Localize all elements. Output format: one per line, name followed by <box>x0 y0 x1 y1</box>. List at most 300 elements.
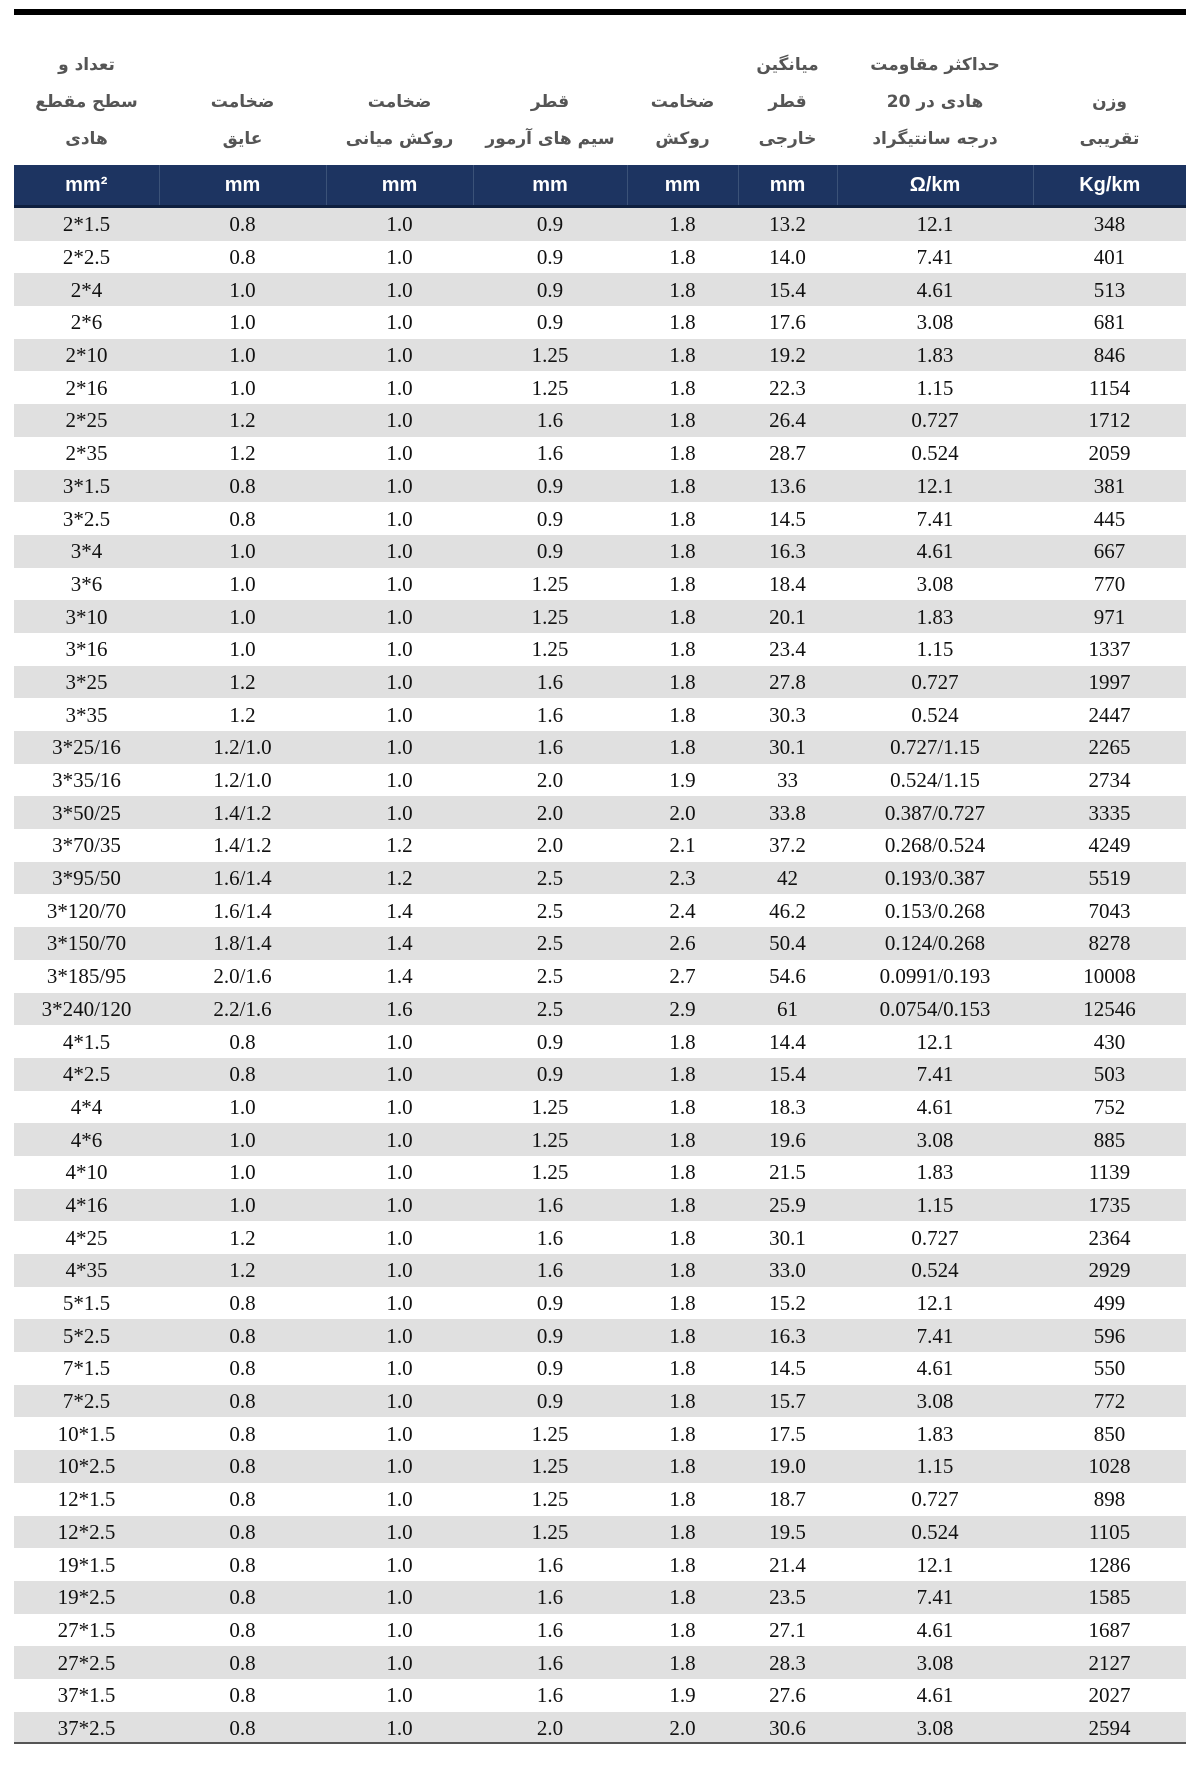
table-cell: 1.8 <box>627 371 738 404</box>
table-cell: 0.193/0.387 <box>837 862 1033 895</box>
table-cell: 0.9 <box>473 241 627 274</box>
table-cell: 1.8 <box>627 698 738 731</box>
table-cell: 0.8 <box>159 502 326 535</box>
table-cell: 1.0 <box>326 1091 473 1124</box>
table-cell: 1735 <box>1033 1189 1186 1222</box>
table-row <box>14 1385 1186 1418</box>
table-cell: 7043 <box>1033 894 1186 927</box>
table-cell: 7.41 <box>837 1058 1033 1091</box>
table-cell: 13.2 <box>738 207 837 241</box>
table-cell: 3*25/16 <box>14 731 159 764</box>
table-cell: 1.0 <box>326 306 473 339</box>
column-header-line3: تقریبی <box>1079 129 1140 149</box>
table-cell: 2447 <box>1033 698 1186 731</box>
table-cell: 1.0 <box>159 339 326 372</box>
column-header-line2: قطر <box>768 92 807 112</box>
table-cell: 2.5 <box>473 862 627 895</box>
table-cell: 2.0 <box>473 829 627 862</box>
table-cell: 54.6 <box>738 960 837 993</box>
table-cell: 1.83 <box>837 600 1033 633</box>
table-cell: 7*2.5 <box>14 1385 159 1418</box>
table-cell: 28.7 <box>738 437 837 470</box>
column-header-line1: میانگین <box>756 55 819 75</box>
table-cell: 0.8 <box>159 1450 326 1483</box>
table-cell: 1.8 <box>627 1319 738 1352</box>
table-cell: 18.7 <box>738 1483 837 1516</box>
table-cell: 3*2.5 <box>14 502 159 535</box>
table-cell: 4*2.5 <box>14 1058 159 1091</box>
column-header-line2: هادی در 20 <box>886 92 984 112</box>
unit-label: mm <box>326 165 473 207</box>
table-cell: 1.8 <box>627 1156 738 1189</box>
table-cell: 1.8 <box>627 568 738 601</box>
table-cell: 1.0 <box>159 535 326 568</box>
table-cell: 1.0 <box>326 1483 473 1516</box>
table-cell: 2.0 <box>627 1712 738 1745</box>
table-cell: 4249 <box>1033 829 1186 862</box>
table-row <box>14 698 1186 731</box>
table-cell: 1.0 <box>326 470 473 503</box>
table-cell: 0.8 <box>159 1385 326 1418</box>
table-cell: 30.6 <box>738 1712 837 1745</box>
table-cell: 1.6/1.4 <box>159 894 326 927</box>
table-cell: 1139 <box>1033 1156 1186 1189</box>
table-cell: 1.6 <box>473 404 627 437</box>
table-cell: 2.5 <box>473 894 627 927</box>
table-cell: 1.8 <box>627 1091 738 1124</box>
table-cell: 1.8 <box>627 1287 738 1320</box>
table-cell: 17.6 <box>738 306 837 339</box>
table-cell: 0.524 <box>837 1516 1033 1549</box>
table-row <box>14 1679 1186 1712</box>
table-row <box>14 1025 1186 1058</box>
table-cell: 3*120/70 <box>14 894 159 927</box>
table-cell: 3*1.5 <box>14 470 159 503</box>
table-cell: 1.15 <box>837 371 1033 404</box>
table-cell: 0.524 <box>837 1254 1033 1287</box>
table-cell: 0.524 <box>837 698 1033 731</box>
table-cell: 3*35/16 <box>14 764 159 797</box>
column-header-line2: ضخامت <box>210 92 275 112</box>
table-cell: 4*4 <box>14 1091 159 1124</box>
table-cell: 1.0 <box>326 633 473 666</box>
table-cell: 1.0 <box>326 731 473 764</box>
table-cell: 2.0 <box>473 796 627 829</box>
table-cell: 0.9 <box>473 273 627 306</box>
table-row <box>14 894 1186 927</box>
bottom-rule <box>14 1742 1186 1744</box>
table-cell: 0.9 <box>473 470 627 503</box>
table-cell: 1337 <box>1033 633 1186 666</box>
table-cell: 1.0 <box>326 1189 473 1222</box>
table-row <box>14 1483 1186 1516</box>
table-cell: 50.4 <box>738 927 837 960</box>
table-cell: 971 <box>1033 600 1186 633</box>
table-cell: 23.4 <box>738 633 837 666</box>
table-cell: 27*1.5 <box>14 1614 159 1647</box>
table-cell: 772 <box>1033 1385 1186 1418</box>
table-cell: 1.25 <box>473 1156 627 1189</box>
table-cell: 1.0 <box>159 1123 326 1156</box>
table-row <box>14 1091 1186 1124</box>
table-row <box>14 1189 1186 1222</box>
table-cell: 2.5 <box>473 993 627 1026</box>
table-cell: 25.9 <box>738 1189 837 1222</box>
column-headers <box>14 40 1186 165</box>
column-header <box>473 40 627 165</box>
table-cell: 0.524/1.15 <box>837 764 1033 797</box>
table-row <box>14 568 1186 601</box>
table-cell: 1.8 <box>627 339 738 372</box>
column-header <box>837 40 1033 165</box>
table-cell: 0.8 <box>159 1483 326 1516</box>
table-cell: 2.0 <box>627 796 738 829</box>
column-header <box>159 40 326 165</box>
table-cell: 1.4 <box>326 927 473 960</box>
table-cell: 0.524 <box>837 437 1033 470</box>
table-cell: 27.6 <box>738 1679 837 1712</box>
table-row <box>14 1319 1186 1352</box>
table-cell: 1.6 <box>473 1581 627 1614</box>
column-header-line2: سطح مقطع <box>35 92 138 112</box>
table-cell: 1.0 <box>326 404 473 437</box>
table-row <box>14 1614 1186 1647</box>
table-cell: 1.8 <box>627 404 738 437</box>
table-cell: 30.1 <box>738 731 837 764</box>
table-cell: 1.0 <box>326 371 473 404</box>
table-cell: 1.8 <box>627 1450 738 1483</box>
table-cell: 42 <box>738 862 837 895</box>
table-cell: 0.9 <box>473 1287 627 1320</box>
table-cell: 1.0 <box>159 1091 326 1124</box>
table-cell: 1.8 <box>627 731 738 764</box>
table-row <box>14 470 1186 503</box>
table-cell: 19.5 <box>738 1516 837 1549</box>
unit-label: mm <box>627 165 738 207</box>
table-cell: 1286 <box>1033 1548 1186 1581</box>
table-cell: 1.0 <box>326 1646 473 1679</box>
table-row <box>14 1516 1186 1549</box>
table-cell: 1.8 <box>627 502 738 535</box>
column-header-line1: حداکثر مقاومت <box>870 55 1000 75</box>
table-cell: 46.2 <box>738 894 837 927</box>
table-cell: 1.8 <box>627 1025 738 1058</box>
table-cell: 1.9 <box>627 1679 738 1712</box>
table-row <box>14 1058 1186 1091</box>
table-cell: 5*2.5 <box>14 1319 159 1352</box>
table-cell: 27.8 <box>738 666 837 699</box>
table-cell: 1.8 <box>627 1189 738 1222</box>
table-cell: 1.0 <box>159 568 326 601</box>
table-cell: 1.8 <box>627 1516 738 1549</box>
table-cell: 12546 <box>1033 993 1186 1026</box>
table-cell: 3.08 <box>837 568 1033 601</box>
table-cell: 17.5 <box>738 1417 837 1450</box>
table-cell: 2594 <box>1033 1712 1186 1745</box>
table-cell: 1.0 <box>159 1189 326 1222</box>
table-cell: 2265 <box>1033 731 1186 764</box>
table-cell: 0.727 <box>837 1221 1033 1254</box>
table-cell: 12.1 <box>837 1548 1033 1581</box>
table-cell: 0.8 <box>159 1287 326 1320</box>
table-row <box>14 796 1186 829</box>
table-row <box>14 404 1186 437</box>
table-cell: 503 <box>1033 1058 1186 1091</box>
table-cell: 4*25 <box>14 1221 159 1254</box>
table-cell: 2059 <box>1033 437 1186 470</box>
table-cell: 1.8 <box>627 1385 738 1418</box>
table-cell: 1.0 <box>326 698 473 731</box>
unit-label: mm <box>473 165 627 207</box>
table-cell: 3*6 <box>14 568 159 601</box>
table-cell: 1.0 <box>159 600 326 633</box>
table-cell: 3.08 <box>837 306 1033 339</box>
table-cell: 19.6 <box>738 1123 837 1156</box>
column-header-line1: تعداد و <box>58 55 115 75</box>
table-cell: 667 <box>1033 535 1186 568</box>
table-cell: 0.8 <box>159 1614 326 1647</box>
table-row <box>14 666 1186 699</box>
table-cell: 2.1 <box>627 829 738 862</box>
table-cell: 1.2 <box>326 862 473 895</box>
table-cell: 4.61 <box>837 1352 1033 1385</box>
table-row <box>14 829 1186 862</box>
table-cell: 1712 <box>1033 404 1186 437</box>
table-cell: 1.8 <box>627 273 738 306</box>
column-header-line3: عایق <box>222 129 263 149</box>
table-cell: 0.0991/0.193 <box>837 960 1033 993</box>
column-header-line2: وزن <box>1092 92 1127 112</box>
table-cell: 752 <box>1033 1091 1186 1124</box>
table-cell: 1.0 <box>326 1385 473 1418</box>
table-cell: 10*1.5 <box>14 1417 159 1450</box>
table-cell: 19*1.5 <box>14 1548 159 1581</box>
table-cell: 0.153/0.268 <box>837 894 1033 927</box>
table-cell: 4.61 <box>837 535 1033 568</box>
table-row <box>14 960 1186 993</box>
table-cell: 14.5 <box>738 1352 837 1385</box>
table-cell: 1.2 <box>159 698 326 731</box>
column-header-line2: قطر <box>530 92 570 112</box>
table-cell: 20.1 <box>738 600 837 633</box>
table-row <box>14 862 1186 895</box>
table-cell: 1.0 <box>159 1156 326 1189</box>
table-cell: 1585 <box>1033 1581 1186 1614</box>
table-cell: 3.08 <box>837 1123 1033 1156</box>
table-cell: 14.5 <box>738 502 837 535</box>
table-row <box>14 764 1186 797</box>
column-header <box>1033 40 1186 165</box>
unit-label: mm² <box>14 165 159 207</box>
table-cell: 1.8 <box>627 1254 738 1287</box>
table-cell: 1.0 <box>326 1614 473 1647</box>
table-cell: 0.8 <box>159 1058 326 1091</box>
table-cell: 3*185/95 <box>14 960 159 993</box>
table-cell: 7.41 <box>837 502 1033 535</box>
table-cell: 0.8 <box>159 207 326 241</box>
table-row <box>14 339 1186 372</box>
table-cell: 3*240/120 <box>14 993 159 1026</box>
table-cell: 1.0 <box>326 502 473 535</box>
table-cell: 1.6 <box>473 1548 627 1581</box>
column-header-line3: روکش <box>655 129 710 149</box>
table-cell: 1.8 <box>627 600 738 633</box>
table-cell: 0.0754/0.153 <box>837 993 1033 1026</box>
table-cell: 898 <box>1033 1483 1186 1516</box>
table-row <box>14 731 1186 764</box>
table-cell: 3.08 <box>837 1385 1033 1418</box>
table-cell: 2.4 <box>627 894 738 927</box>
table-cell: 1.8 <box>627 470 738 503</box>
table-cell: 1.0 <box>326 1712 473 1745</box>
table-cell: 15.7 <box>738 1385 837 1418</box>
table-cell: 0.9 <box>473 535 627 568</box>
table-cell: 1.0 <box>326 666 473 699</box>
column-header-line2: ضخامت <box>650 92 715 112</box>
table-cell: 4.61 <box>837 1091 1033 1124</box>
table-row <box>14 1646 1186 1679</box>
table-cell: 1.9 <box>627 764 738 797</box>
table-cell: 0.9 <box>473 1385 627 1418</box>
table-cell: 27.1 <box>738 1614 837 1647</box>
column-header <box>738 40 837 165</box>
table-cell: 1.6 <box>473 1679 627 1712</box>
table-cell: 1.6 <box>473 1646 627 1679</box>
table-cell: 1.6 <box>473 1614 627 1647</box>
table-row <box>14 1123 1186 1156</box>
table-cell: 1.8 <box>627 1548 738 1581</box>
table-cell: 0.727 <box>837 666 1033 699</box>
table-cell: 1.25 <box>473 600 627 633</box>
table-cell: 1.25 <box>473 339 627 372</box>
table-cell: 1.8 <box>627 241 738 274</box>
column-header-line3: درجه سانتیگراد <box>872 129 998 149</box>
table-cell: 1997 <box>1033 666 1186 699</box>
table-cell: 3*50/25 <box>14 796 159 829</box>
table-cell: 2.0 <box>473 1712 627 1745</box>
column-header-line3: روکش میانی <box>345 129 454 149</box>
table-cell: 1.6 <box>473 1221 627 1254</box>
table-cell: 1.4 <box>326 960 473 993</box>
table-cell: 2*4 <box>14 273 159 306</box>
table-cell: 1.8 <box>627 1221 738 1254</box>
table-cell: 0.387/0.727 <box>837 796 1033 829</box>
table-cell: 15.4 <box>738 1058 837 1091</box>
table-cell: 1.2/1.0 <box>159 731 326 764</box>
table-cell: 37*2.5 <box>14 1712 159 1745</box>
table-cell: 2*2.5 <box>14 241 159 274</box>
table-cell: 1.0 <box>326 764 473 797</box>
table-cell: 30.3 <box>738 698 837 731</box>
table-cell: 12.1 <box>837 1287 1033 1320</box>
table-cell: 1.25 <box>473 1091 627 1124</box>
unit-label: Ω/km <box>837 165 1033 207</box>
table-cell: 10*2.5 <box>14 1450 159 1483</box>
table-row <box>14 241 1186 274</box>
table-cell: 1.6 <box>473 1189 627 1222</box>
table-cell: 1.0 <box>159 633 326 666</box>
column-header-line1 <box>326 47 473 84</box>
unit-label: Kg/km <box>1033 165 1186 207</box>
table-cell: 15.4 <box>738 273 837 306</box>
table-cell: 1.0 <box>326 1025 473 1058</box>
table-cell: 0.8 <box>159 1712 326 1745</box>
table-cell: 1.8 <box>627 1483 738 1516</box>
table-cell: 4*10 <box>14 1156 159 1189</box>
table-cell: 7*1.5 <box>14 1352 159 1385</box>
table-cell: 0.8 <box>159 1417 326 1450</box>
table-cell: 1.83 <box>837 1156 1033 1189</box>
top-rule <box>14 9 1186 15</box>
table-cell: 30.1 <box>738 1221 837 1254</box>
table-cell: 1.0 <box>326 1548 473 1581</box>
table-cell: 1.0 <box>326 437 473 470</box>
table-row <box>14 273 1186 306</box>
table-cell: 513 <box>1033 273 1186 306</box>
table-cell: 1.25 <box>473 1483 627 1516</box>
table-cell: 1.8 <box>627 306 738 339</box>
table-row <box>14 306 1186 339</box>
table-cell: 0.8 <box>159 1581 326 1614</box>
column-header-line1 <box>627 47 738 84</box>
table-cell: 1.2 <box>159 1221 326 1254</box>
table-cell: 1.4/1.2 <box>159 796 326 829</box>
table-cell: 0.9 <box>473 1058 627 1091</box>
table-cell: 1.0 <box>326 241 473 274</box>
table-cell: 19*2.5 <box>14 1581 159 1614</box>
table-cell: 3*70/35 <box>14 829 159 862</box>
table-cell: 1.8 <box>627 1058 738 1091</box>
table-cell: 4.61 <box>837 1614 1033 1647</box>
table-cell: 1.0 <box>326 1352 473 1385</box>
column-header-line1 <box>473 47 627 84</box>
table-cell: 7.41 <box>837 241 1033 274</box>
table-row <box>14 993 1186 1026</box>
table-cell: 1.25 <box>473 633 627 666</box>
table-cell: 1.25 <box>473 371 627 404</box>
table-cell: 1154 <box>1033 371 1186 404</box>
table-cell: 13.6 <box>738 470 837 503</box>
table-cell: 2127 <box>1033 1646 1186 1679</box>
table-cell: 10008 <box>1033 960 1186 993</box>
table-cell: 0.8 <box>159 1646 326 1679</box>
table-cell: 1.0 <box>326 1058 473 1091</box>
table-cell: 1.25 <box>473 1450 627 1483</box>
table-cell: 2027 <box>1033 1679 1186 1712</box>
table-row <box>14 535 1186 568</box>
table-cell: 4.61 <box>837 1679 1033 1712</box>
table-cell: 681 <box>1033 306 1186 339</box>
table-cell: 1.0 <box>326 1123 473 1156</box>
table-cell: 1.6 <box>473 698 627 731</box>
table-cell: 2.7 <box>627 960 738 993</box>
table-cell: 1.0 <box>326 1581 473 1614</box>
table-cell: 3335 <box>1033 796 1186 829</box>
table-cell: 1.6 <box>326 993 473 1026</box>
table-cell: 1687 <box>1033 1614 1186 1647</box>
table-cell: 2.0/1.6 <box>159 960 326 993</box>
table-cell: 0.727/1.15 <box>837 731 1033 764</box>
table-row <box>14 1450 1186 1483</box>
table-cell: 16.3 <box>738 535 837 568</box>
table-row <box>14 1417 1186 1450</box>
table-cell: 430 <box>1033 1025 1186 1058</box>
table-cell: 1.2/1.0 <box>159 764 326 797</box>
table-cell: 1.8 <box>627 1123 738 1156</box>
table-cell: 1.8 <box>627 437 738 470</box>
table-cell: 1.0 <box>326 1221 473 1254</box>
table-cell: 4*16 <box>14 1189 159 1222</box>
